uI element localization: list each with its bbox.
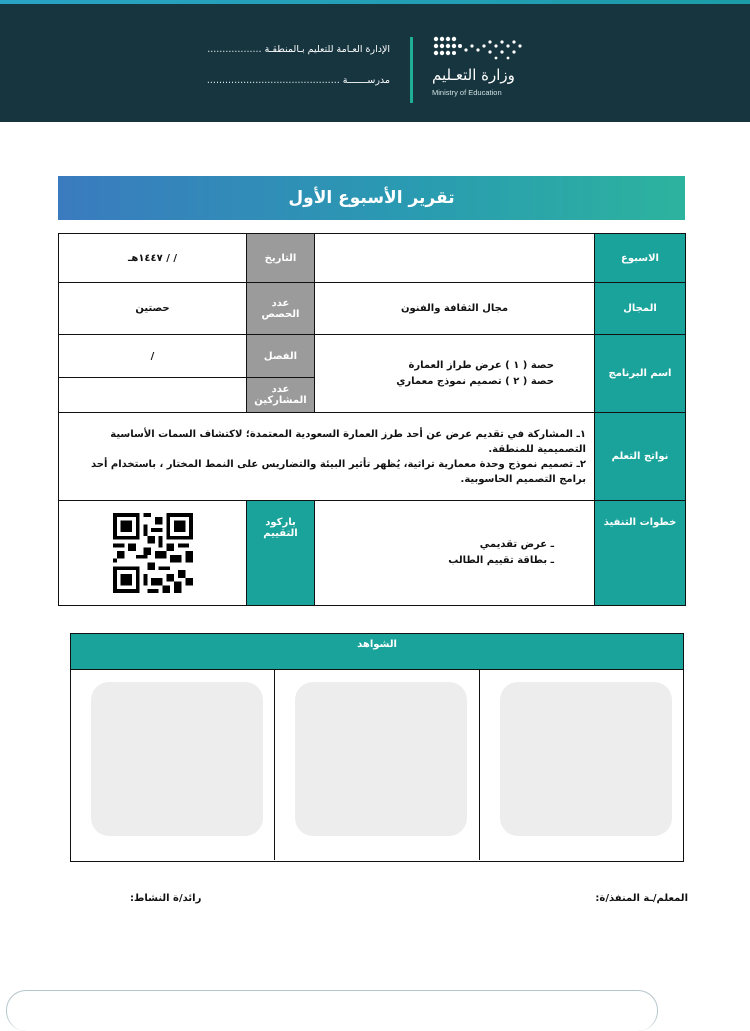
evidence-slot (274, 670, 478, 860)
directorate-label: الإدارة العـامة للتعليم بـالمنطقـة (264, 44, 390, 55)
participants-value (59, 378, 247, 413)
evidence-slots (71, 670, 683, 860)
learning-outcomes-value (59, 413, 595, 501)
school-fill-dots: ............................................ (206, 75, 340, 86)
evidence-heading: الشواهد (71, 634, 683, 670)
school-line (207, 75, 390, 86)
date-value: / / ١٤٤٧هـ (59, 234, 247, 283)
report-info-table (58, 233, 686, 606)
program-name-label: اسم البرنامج (595, 335, 686, 413)
ministry-name-english: Ministry of Education (432, 88, 502, 97)
table-row (59, 501, 686, 606)
learning-outcome-2: ٢ـ تصميم نموذج وحدة معمارية تراثية، يُظهر تأثير البيئة والتضاريس على النمط المختار ، باستخدام أحد برامج التصميم الحاسوبية. (90, 458, 586, 485)
implementation-steps-label: خطوات التنفيذ (595, 501, 686, 606)
table-row (59, 283, 686, 335)
week-value (315, 234, 595, 283)
evaluation-barcode-label: باركود التقييم (247, 501, 315, 606)
ministry-name-arabic: وزارة التعـليم (432, 66, 515, 84)
activity-leader-signature-label: رائد/ة النشاط: (130, 893, 202, 904)
directorate-line (207, 44, 390, 55)
week-label: الاسبوع (595, 234, 686, 283)
classes-count-label: عدد الحصص (247, 283, 315, 335)
report-title: تقرير الأسبوع الأول (58, 176, 685, 220)
footer-border (6, 990, 658, 1031)
ministry-logo-mark (432, 34, 524, 64)
program-session-2: حصة ( ٢ ) تصميم نموذج معماري (396, 375, 554, 387)
evidence-section (70, 633, 684, 862)
class-value: / (59, 335, 247, 378)
class-label: الفصل (247, 335, 315, 378)
step-item: ـ بطاقة تقييم الطالب (448, 555, 554, 566)
date-label: التاريخ (247, 234, 315, 283)
page-header (0, 4, 750, 122)
evaluation-barcode-cell (59, 501, 247, 606)
learning-outcome-1: ١ـ المشاركة في تقديم عرض عن أحد طرز العمارة السعودية المعتمدة؛ لاكتشاف السمات الأساسية التصميمية للمنطقة. (110, 428, 586, 455)
table-row (59, 413, 686, 501)
qr-code-icon[interactable] (113, 513, 193, 593)
evidence-slot (479, 670, 683, 860)
learning-outcomes-label: نواتج التعلم (595, 413, 686, 501)
table-row (59, 335, 686, 378)
domain-label: المجال (595, 283, 686, 335)
evidence-image-placeholder[interactable] (91, 682, 263, 836)
step-item: ـ عرض تقديمي (479, 539, 554, 550)
participants-label: عدد المشاركين (247, 378, 315, 413)
domain-value: مجال الثقافة والفنون (315, 283, 595, 335)
teacher-signature-label: المعلم/ـة المنفذ/ة: (595, 893, 688, 904)
program-session-1: حصة ( ١ ) عرض طراز العمارة (408, 359, 554, 371)
evidence-slot (71, 670, 274, 860)
table-row (59, 234, 686, 283)
evidence-image-placeholder[interactable] (500, 682, 672, 836)
ministry-logo (432, 34, 532, 104)
directorate-fill-dots: .................. (207, 44, 262, 55)
classes-count-value: حصتين (59, 283, 247, 335)
header-divider (410, 37, 413, 103)
implementation-steps-value (315, 501, 595, 606)
evidence-image-placeholder[interactable] (295, 682, 467, 836)
school-label: مدرســـــــة (342, 75, 390, 86)
program-name-value (315, 335, 595, 413)
